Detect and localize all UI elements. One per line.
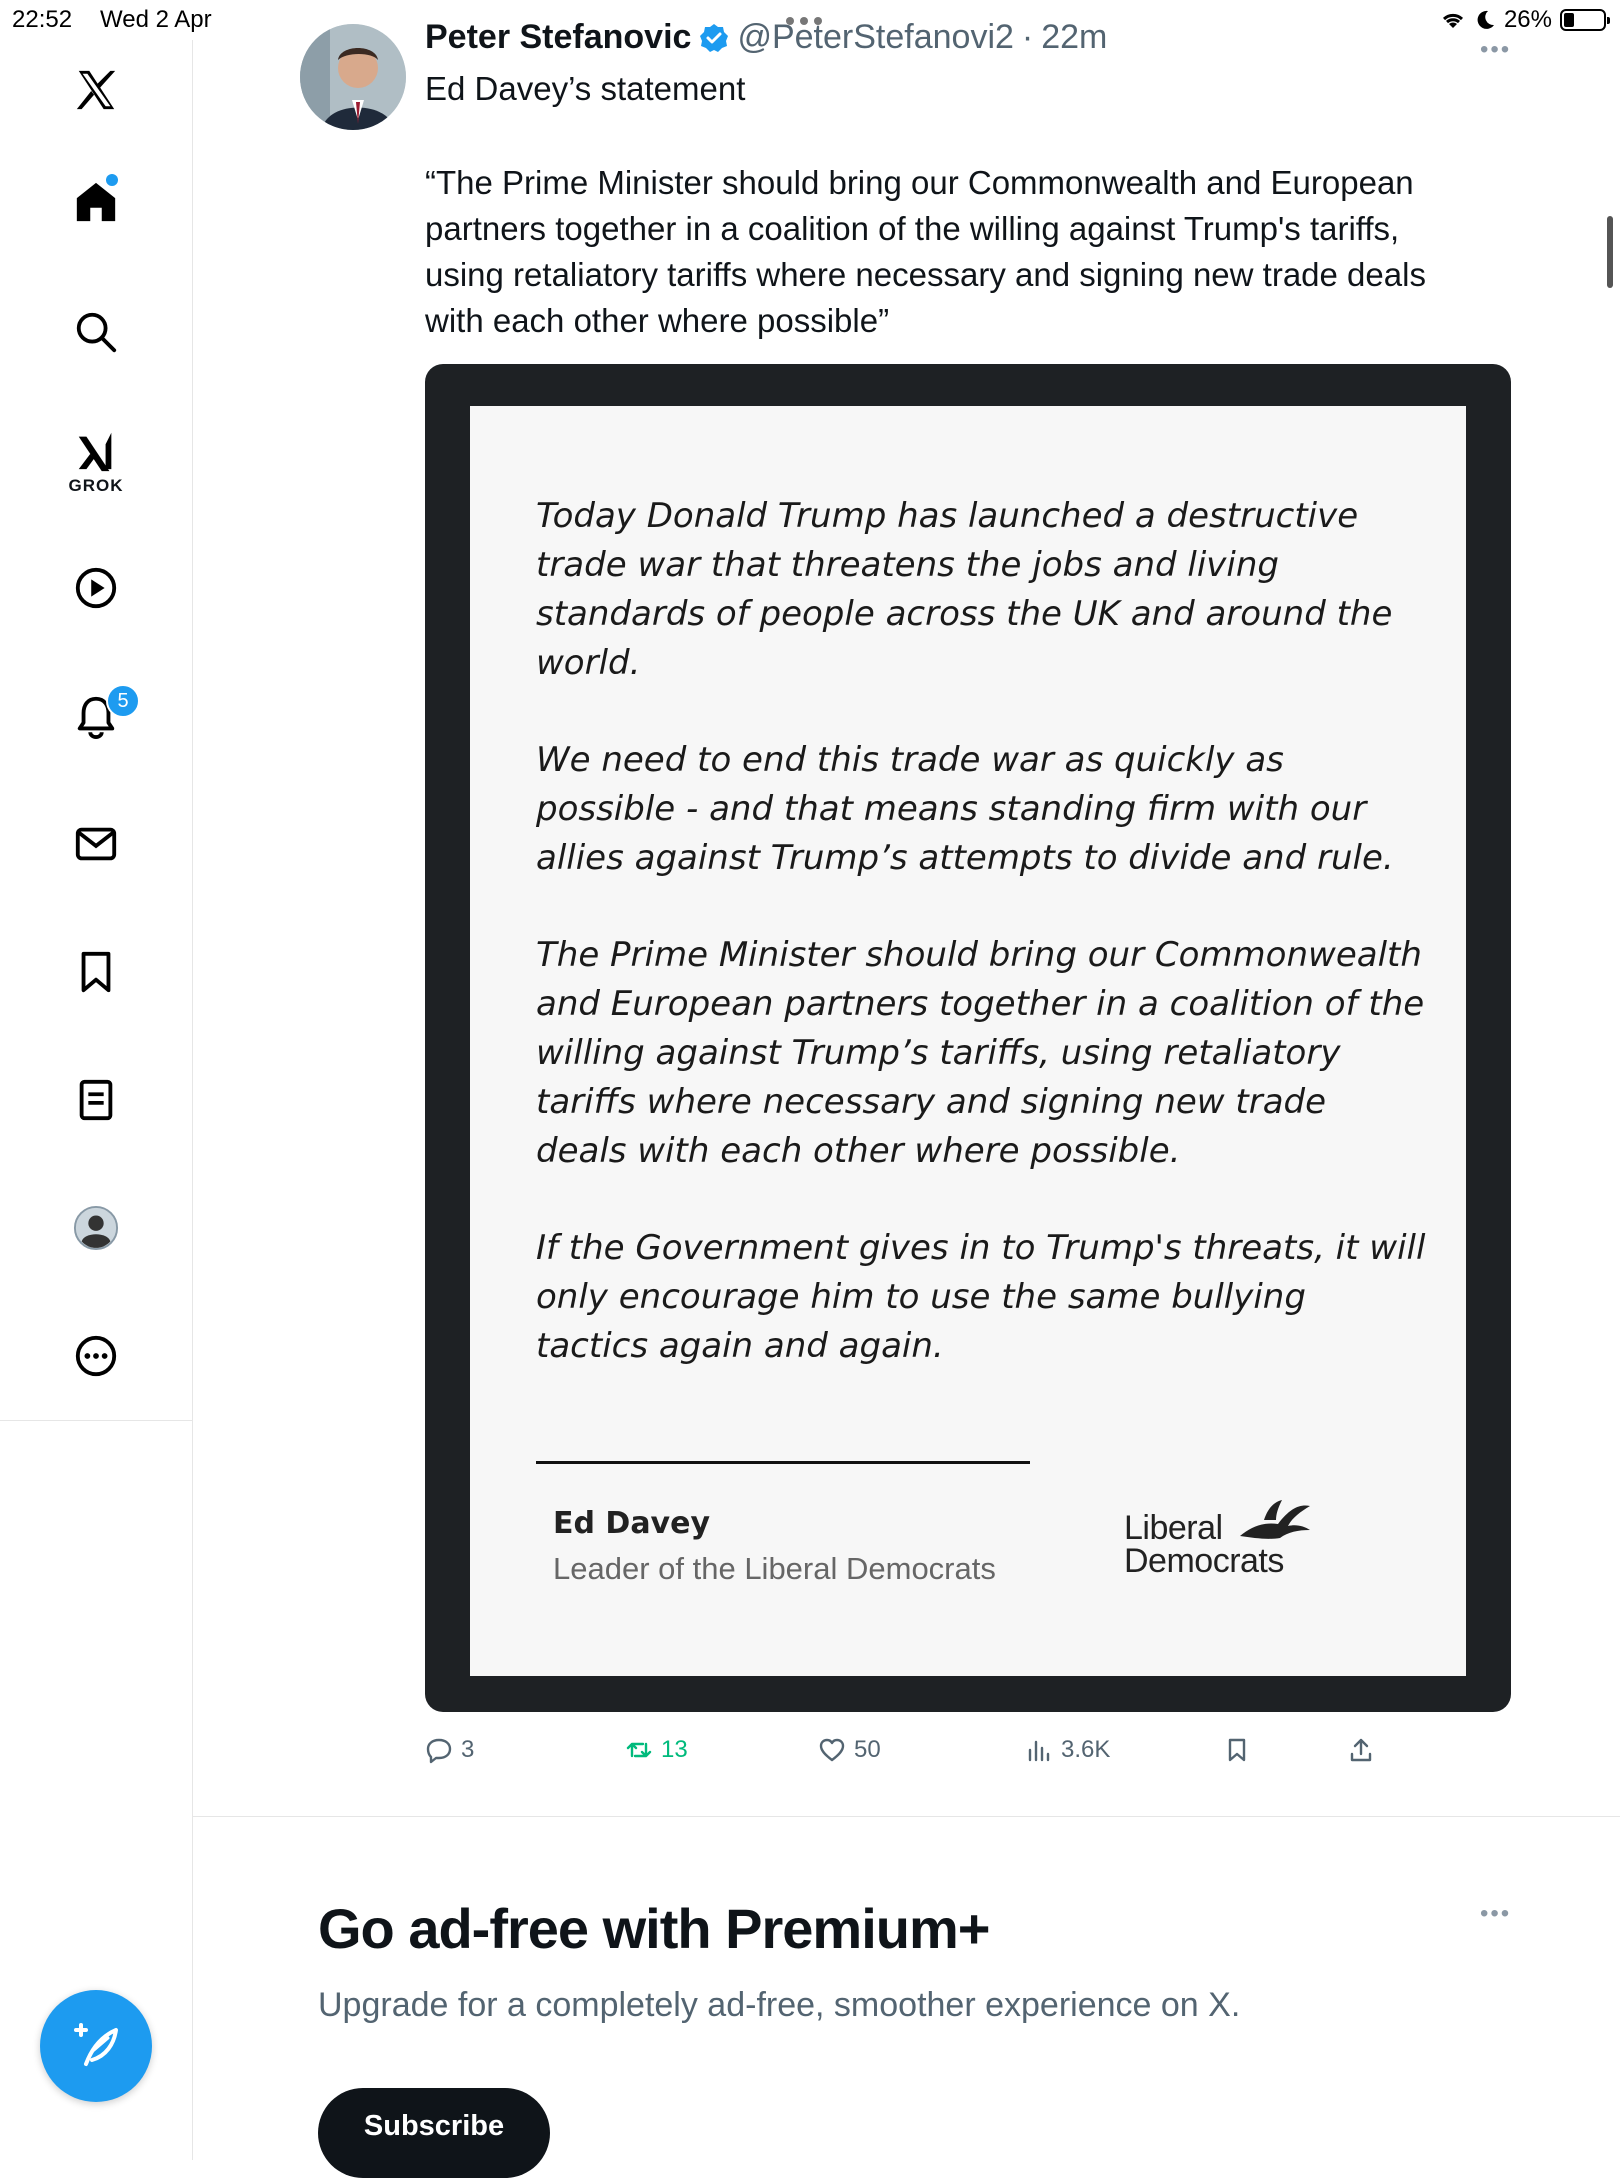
repost-icon	[625, 1736, 653, 1764]
bird-icon	[1234, 1496, 1314, 1556]
subscribe-button[interactable]: Subscribe	[318, 2088, 550, 2178]
x-logo-icon[interactable]	[66, 60, 126, 120]
statement-paragraph: Today Donald Trump has launched a destructive trade war that threatens the jobs and living standards of people across the UK and around the world.	[536, 496, 1393, 683]
mail-icon[interactable]	[66, 814, 126, 874]
like-button[interactable]	[818, 1730, 881, 1770]
profile-icon[interactable]	[66, 1198, 126, 1258]
battery-percent: 26%	[1503, 6, 1552, 33]
reply-count: 3	[461, 1736, 475, 1763]
verified-icon	[699, 23, 729, 53]
signature-title: Leader of the Liberal Democrats	[553, 1551, 996, 1586]
author-name[interactable]: Peter Stefanovic	[425, 18, 692, 56]
heart-icon	[818, 1736, 846, 1764]
home-unread-dot	[106, 174, 118, 186]
notifications-badge: 5	[106, 684, 140, 718]
statement-paragraph: We need to end this trade war as quickly as possible - and that means standing firm with our allies against Trump’s attempts to divide and rule.	[536, 740, 1394, 878]
logo-line2: Democrats	[1124, 1542, 1284, 1580]
status-date: Wed 2 Apr	[100, 6, 212, 33]
signature-divider	[536, 1461, 1030, 1464]
statement-text	[536, 492, 1426, 1419]
statement-paragraph: If the Government gives in to Trump's threats, it will only encourage him to use the same bullying tactics again and again.	[536, 1228, 1426, 1366]
tweet-text-quote: “The Prime Minister should bring our Commonwealth and European partners together in a coalition of the willing against Trump's tariffs, using retaliatory tariffs where necessary and signing new trade deals with each other where possible”	[425, 164, 1426, 339]
tweet[interactable]	[192, 0, 1620, 1817]
promo-more-icon[interactable]: •••	[1480, 1900, 1512, 1927]
tweet-time[interactable]: 22m	[1041, 18, 1108, 56]
share-icon	[1347, 1736, 1375, 1764]
like-count: 50	[854, 1736, 881, 1763]
share-button[interactable]	[1347, 1730, 1375, 1770]
separator: ·	[1021, 18, 1034, 56]
statement-paragraph: The Prime Minister should bring our Commonwealth and European partners together in a coalition of the willing against Trump’s tariffs, using retaliatory tariffs where necessary and signing new trade deals with each other where possible.	[536, 935, 1425, 1171]
reply-button[interactable]	[425, 1730, 474, 1770]
repost-button[interactable]	[625, 1730, 688, 1770]
tweet-header	[425, 18, 1107, 57]
bookmark-tweet-button[interactable]	[1223, 1730, 1251, 1770]
views-button[interactable]	[1025, 1730, 1110, 1770]
more-icon[interactable]	[66, 1326, 126, 1386]
author-avatar[interactable]	[300, 24, 406, 130]
bookmark-icon	[1223, 1736, 1251, 1764]
promo-subtitle: Upgrade for a completely ad-free, smoother experience on X.	[318, 1986, 1241, 2024]
tweet-actions	[425, 1730, 1575, 1770]
status-time: 22:52	[12, 6, 73, 33]
views-icon	[1025, 1736, 1053, 1764]
grok-label: GROK	[68, 476, 124, 495]
author-handle[interactable]: @PeterStefanovi2	[737, 18, 1014, 56]
views-count: 3.6K	[1061, 1736, 1111, 1763]
tweet-image[interactable]	[425, 364, 1511, 1712]
statement-card	[470, 406, 1466, 1676]
grok-icon[interactable]	[66, 420, 126, 480]
promo-title: Go ad-free with Premium+	[318, 1897, 990, 1960]
tweet-text-title: Ed Davey’s statement	[425, 70, 746, 107]
tweet-more-icon[interactable]: •••	[1480, 36, 1512, 63]
repost-count: 13	[661, 1736, 688, 1763]
compose-button[interactable]	[40, 1990, 152, 2102]
reply-icon	[425, 1736, 453, 1764]
scrollbar[interactable]	[1607, 216, 1613, 288]
liberal-democrats-logo	[1124, 1496, 1344, 1596]
signature-name: Ed Davey	[553, 1506, 711, 1541]
list-icon[interactable]	[66, 1070, 126, 1130]
play-icon[interactable]	[66, 558, 126, 618]
compose-icon	[70, 2020, 122, 2072]
search-icon[interactable]	[66, 302, 126, 362]
bookmark-icon[interactable]	[66, 942, 126, 1002]
logo-line1: Liberal	[1124, 1509, 1223, 1547]
